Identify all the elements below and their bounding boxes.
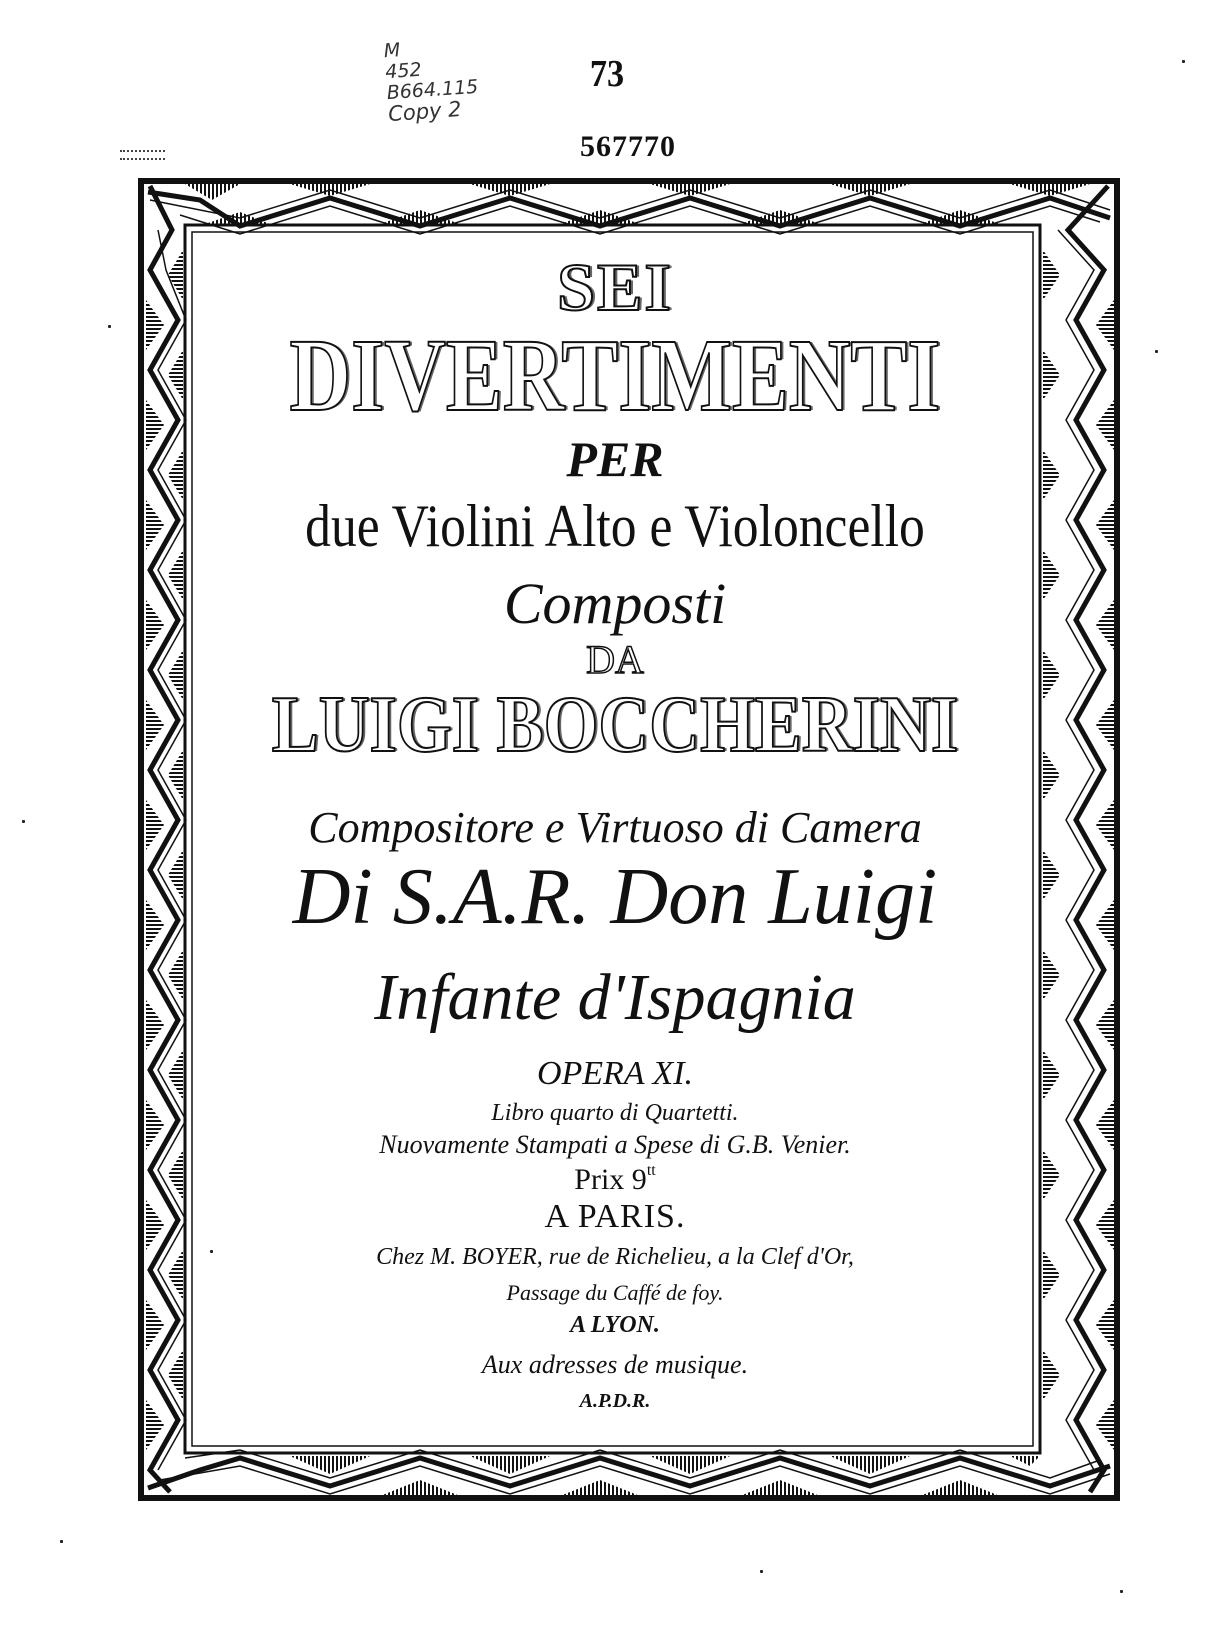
scan-speck <box>22 820 25 823</box>
patron-name: Di S.A.R. Don Luigi <box>292 853 938 941</box>
privilege-mark: A.P.D.R. <box>579 1390 651 1412</box>
scan-speck <box>210 1250 213 1253</box>
price-unit: tt <box>646 1162 656 1179</box>
scan-speck <box>1120 1590 1123 1593</box>
publisher-address: Chez M. BOYER, rue de Richelieu, a la Clef d'Or, <box>376 1244 854 1270</box>
composer-name: LUIGI BOCCHERINI <box>271 681 959 769</box>
shelfmark-line: B664.115 <box>386 75 479 105</box>
patron-title: Infante d'Ispagnia <box>374 961 856 1034</box>
price <box>190 1162 1040 1197</box>
composer-role: Compositore e Virtuoso di Camera <box>308 803 922 852</box>
per-label: PER <box>566 431 664 487</box>
title-line-divertimenti: DIVERTIMENTI <box>289 318 941 433</box>
scan-speck <box>60 1540 63 1543</box>
composti-label: Composti <box>503 571 727 636</box>
instrumentation: due Violini Alto e Violoncello <box>305 493 925 559</box>
left-border-zigzag <box>146 186 186 1492</box>
right-border-zigzag <box>1043 186 1114 1492</box>
da-label <box>190 636 1040 683</box>
shelfmark-line: 452 <box>384 58 423 84</box>
lyon-note: Aux adresses de musique. <box>481 1350 749 1379</box>
city-paris: A PARIS. <box>544 1198 686 1235</box>
scan-speck <box>108 325 111 328</box>
accession-number: 567770 <box>580 130 676 163</box>
printing-note: Nuovamente Stampati a Spese di G.B. Venier. <box>379 1130 851 1159</box>
scan-speck <box>1155 350 1158 353</box>
price-prefix: Prix 9 <box>574 1163 647 1196</box>
opus-number: OPERA XI. <box>536 1055 694 1092</box>
da-text: DA <box>586 637 644 682</box>
shelfmark-line: Copy 2 <box>387 97 463 127</box>
scan-speck <box>1182 60 1185 63</box>
city-lyon: A LYON. <box>570 1312 660 1338</box>
page-number: 73 <box>589 53 625 95</box>
bottom-border-zigzag <box>148 1450 1110 1496</box>
shelfmark-line: M <box>383 39 402 63</box>
publisher-address-2: Passage du Caffé de foy. <box>506 1280 724 1305</box>
title-line-sei: SEI <box>557 249 673 325</box>
book-number: Libro quarto di Quartetti. <box>491 1100 739 1126</box>
scan-speck <box>760 1570 763 1573</box>
